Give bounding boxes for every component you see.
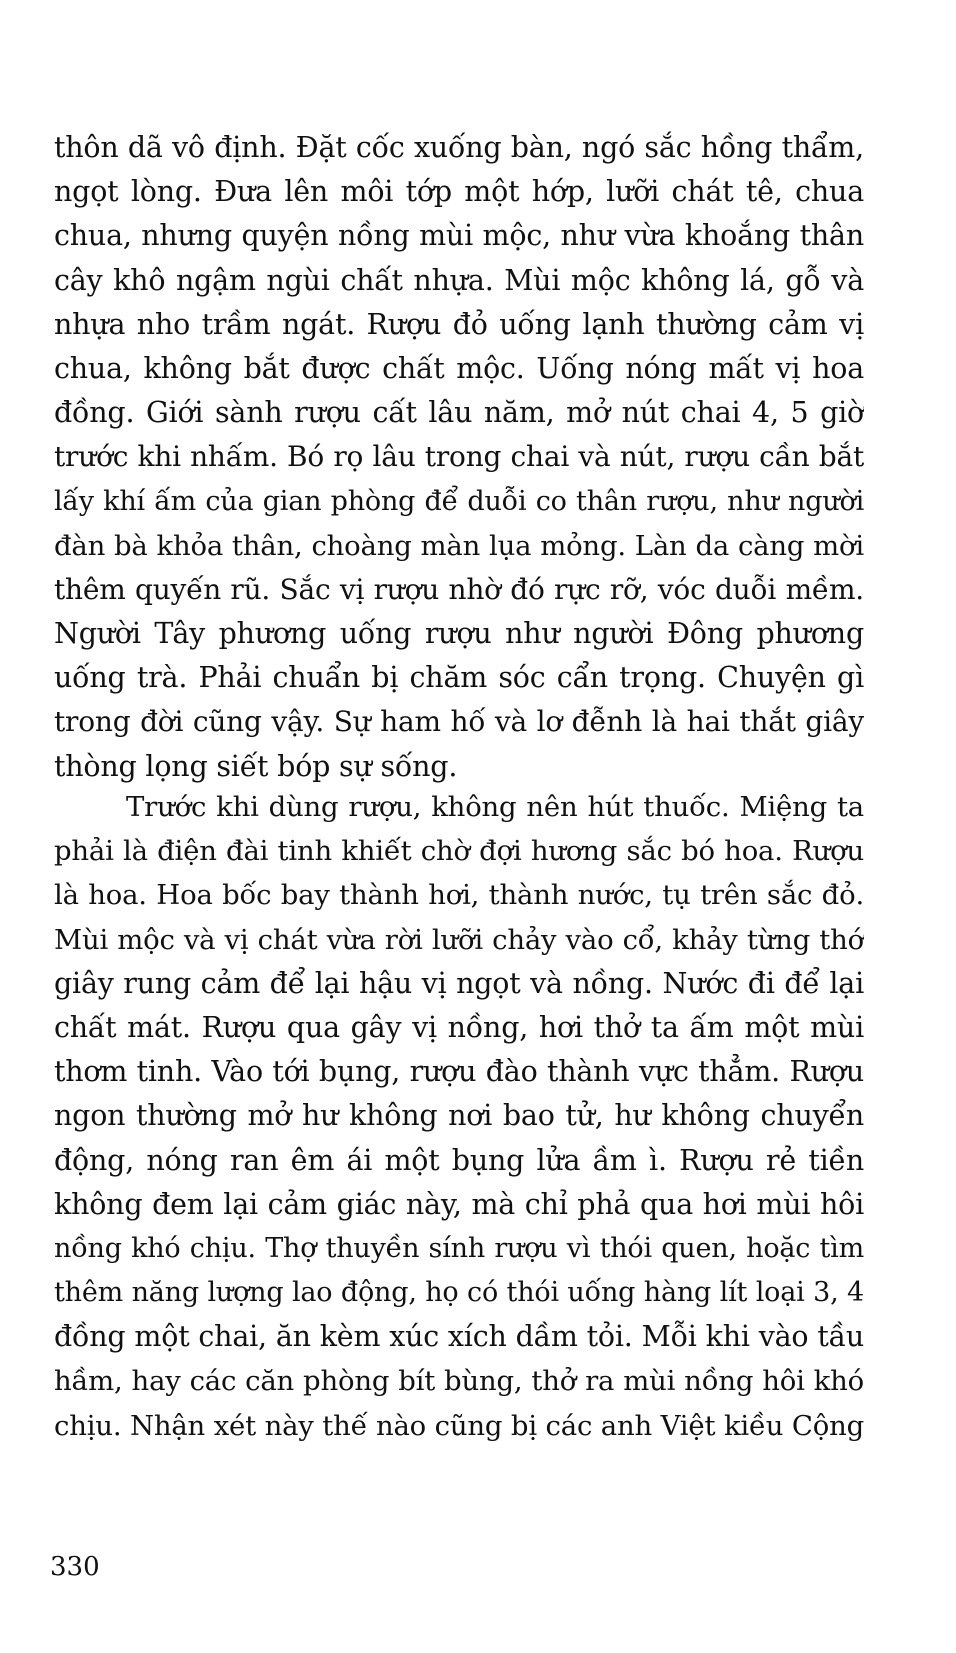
text-line: ngon thường mở hư không nơi bao tử, hư không chuyển [54, 1099, 864, 1133]
text-line: chua, nhưng quyện nồng mùi mộc, như vừa khoắng thân [54, 219, 864, 253]
text-line: Người Tây phương uống rượu như người Đông phương [54, 617, 864, 651]
text-line: thêm quyến rũ. Sắc vị rượu nhờ đó rực rỡ, vóc duỗi mềm. [54, 572, 864, 606]
text-line: đàn bà khỏa thân, choàng màn lụa mỏng. Làn da càng mời [54, 529, 864, 562]
text-line: là hoa. Hoa bốc bay thành hơi, thành nước, tụ trên sắc đỏ. [54, 879, 864, 912]
text-line: phải là điện đài tinh khiết chờ đợi hương sắc bó hoa. Rượu [54, 835, 864, 868]
page-number: 330 [50, 1552, 100, 1582]
text-line: Trước khi dùng rượu, không nên hút thuốc. Miệng ta [126, 791, 864, 823]
text-line: chua, không bắt được chất mộc. Uống nóng mất vị hoa [54, 351, 864, 385]
text-line: nhựa nho trầm ngát. Rượu đỏ uống lạnh thường cảm vị [54, 307, 864, 341]
text-line: trong đời cũng vậy. Sự ham hố và lơ đễnh là hai thắt giây [54, 705, 864, 739]
text-line: thôn dã vô định. Đặt cốc xuống bàn, ngó sắc hồng thẩm, [54, 131, 864, 164]
text-line: động, nóng ran êm ái một bụng lửa ầm ì. Rượu rẻ tiền [54, 1143, 864, 1177]
text-line: chất mát. Rượu qua gây vị nồng, hơi thở ta ấm một mùi [54, 1010, 864, 1044]
paragraph-1 [54, 126, 864, 789]
text-line: không đem lại cảm giác này, mà chỉ phả qua hơi mùi hôi [54, 1187, 864, 1221]
paragraph-2 [54, 785, 864, 1448]
text-line: thòng lọng siết bóp sự sống. [54, 749, 458, 783]
text-line: đồng một chai, ăn kèm xúc xích dầm tỏi. Mỗi khi vào tầu [54, 1320, 864, 1354]
text-line: hầm, hay các căn phòng bít bùng, thở ra mùi nồng hôi khó [54, 1365, 864, 1398]
text-line: thêm năng lượng lao động, họ có thói uống hàng lít loại 3, 4 [54, 1277, 864, 1309]
text-line: lấy khí ấm của gian phòng để duỗi co thân rượu, như người [54, 485, 864, 517]
text-line: cây khô ngậm ngùi chất nhựa. Mùi mộc không lá, gỗ và [54, 263, 864, 297]
text-line: nồng khó chịu. Thợ thuyền sính rượu vì thói quen, hoặc tìm [54, 1232, 864, 1264]
text-line: thơm tinh. Vào tới bụng, rượu đào thành vực thẳm. Rượu [54, 1055, 864, 1089]
text-line: trước khi nhấm. Bó rọ lâu trong chai và nút, rượu cần bắt [54, 440, 864, 474]
text-line: Mùi mộc và vị chát vừa rời lưỡi chảy vào cổ, khảy từng thớ [54, 923, 864, 956]
text-line: chịu. Nhận xét này thế nào cũng bị các anh Việt kiều Cộng [54, 1409, 864, 1442]
text-line: ngọt lòng. Đưa lên môi tớp một hớp, lưỡi chát tê, chua [54, 175, 864, 209]
text-line: đồng. Giới sành rượu cất lâu năm, mở nút chai 4, 5 giờ [54, 396, 864, 430]
text-line: giây rung cảm để lại hậu vị ngọt và nồng. Nước đi để lại [54, 966, 864, 1000]
text-line: uống trà. Phải chuẩn bị chăm sóc cẩn trọng. Chuyện gì [54, 661, 864, 695]
